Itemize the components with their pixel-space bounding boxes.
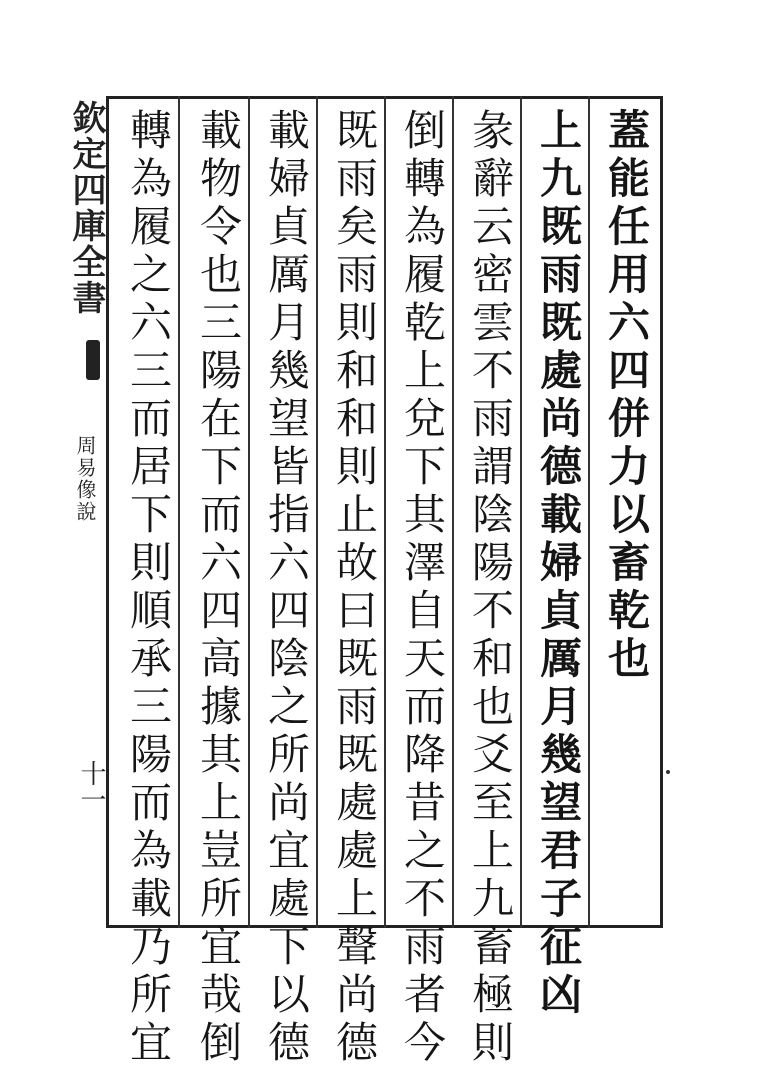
column-rule xyxy=(248,96,250,928)
section-title: 周易像說 xyxy=(73,435,97,523)
folio-number: 十一 xyxy=(76,760,106,812)
column-rule xyxy=(452,96,454,928)
ink-speck xyxy=(666,770,670,774)
text-column-7: 載物令也三陽在下而六四高據其上豈所宜哉倒 xyxy=(194,108,243,1068)
book-title: 欽定四庫全書 xyxy=(66,100,106,316)
fishtail-mark xyxy=(86,340,100,380)
text-column-2: 上九既雨既處尚德載婦貞厲月幾望君子征凶 xyxy=(534,108,583,1020)
column-rule xyxy=(178,96,180,928)
text-column-5: 既雨矣雨則和和則止故曰既雨既處處上聲尚德 xyxy=(330,108,379,1068)
text-column-1: 蓋能任用六四併力以畜乾也 xyxy=(602,108,651,684)
text-column-8: 轉為履之六三而居下則順承三陽而為載乃所宜 xyxy=(124,108,173,1068)
column-rule xyxy=(316,96,318,928)
text-column-4: 倒轉為履乾上兌下其澤自天而降昔之不雨者今 xyxy=(398,108,447,1068)
column-rule xyxy=(588,96,590,928)
text-column-3: 彖辭云密雲不雨謂陰陽不和也爻至上九畜極則 xyxy=(466,108,515,1068)
column-rule xyxy=(520,96,522,928)
text-column-6: 載婦貞厲月幾望皆指六四陰之所尚宜處下以德 xyxy=(262,108,311,1068)
column-rule xyxy=(384,96,386,928)
